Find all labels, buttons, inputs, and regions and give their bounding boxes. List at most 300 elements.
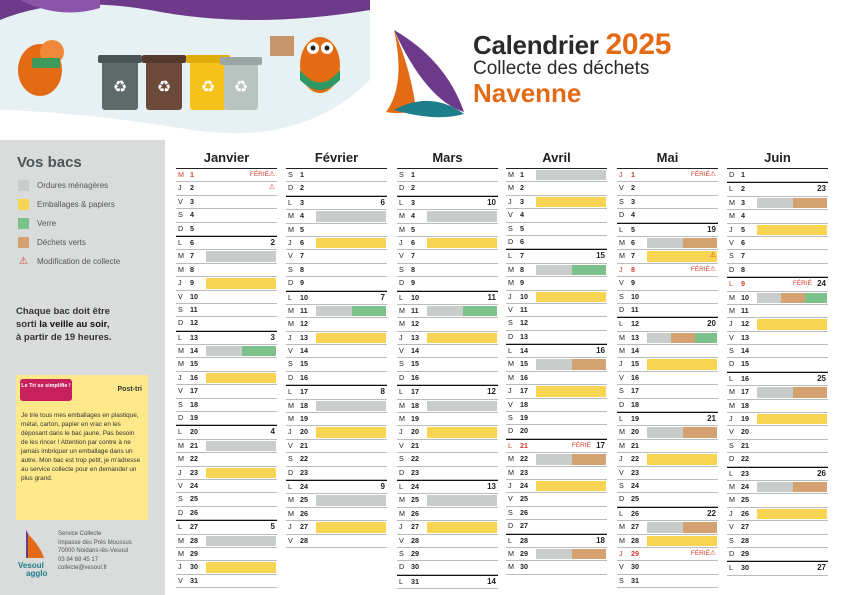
day-letter: S [619,575,624,585]
day-row [727,400,828,413]
day-number: 4 [190,210,194,220]
day-letter: V [288,346,293,356]
day-number: 2 [520,183,524,193]
day-letter: V [399,346,404,356]
day-row [176,561,277,574]
day-row [506,304,607,317]
day-number: 22 [411,454,419,464]
gray-collection-bar [757,387,793,397]
day-number: 5 [411,224,415,234]
day-letter: S [508,413,513,423]
day-number: 14 [300,346,308,356]
day-number: 2 [190,183,194,193]
day-row [506,520,607,533]
day-row [617,332,718,345]
day-number: 13 [741,332,749,342]
day-letter: S [729,535,734,545]
day-number: 20 [190,427,198,437]
day-number: 31 [631,575,639,585]
week-number: 4 [270,427,275,437]
day-row [617,521,718,534]
warning-icon: ⚠ [709,265,716,273]
day-number: 21 [190,440,198,450]
day-letter: V [178,480,183,490]
week-number: 21 [707,414,716,424]
day-number: 29 [411,548,419,558]
day-row [617,399,718,412]
day-letter: M [178,264,184,274]
day-row [176,277,277,290]
day-number: 4 [741,211,745,221]
day-row [506,480,607,493]
day-row [286,250,387,263]
yel-collection-bar [757,414,827,424]
day-letter: M [399,319,405,329]
day-letter: D [508,331,514,341]
day-number: 16 [631,372,639,382]
day-row [617,264,718,277]
day-number: 22 [300,454,308,464]
day-letter: L [619,319,623,329]
day-letter: M [508,467,514,477]
day-number: 19 [190,413,198,423]
day-row [506,439,607,453]
day-letter: S [399,359,404,369]
day-number: 28 [520,535,528,545]
day-row [617,250,718,263]
day-letter: M [619,535,625,545]
month-février [286,150,387,548]
day-letter: M [729,211,735,221]
warning-icon: ⚠ [19,256,28,267]
day-letter: V [508,304,513,314]
day-row [176,331,277,345]
day-row [286,535,387,548]
gray-collection-bar [316,495,386,505]
day-row [727,426,828,439]
day-letter: V [619,372,624,382]
week-number: 7 [380,292,385,302]
day-number: 6 [741,237,745,247]
day-letter: M [399,414,405,424]
yel-collection-bar [536,386,606,396]
day-number: 22 [520,454,528,464]
day-row [286,480,387,494]
day-letter: L [729,373,733,383]
day-row [176,399,277,412]
yellow-swatch [18,199,29,210]
day-row [727,413,828,426]
day-number: 19 [631,414,639,424]
day-letter: J [288,237,292,247]
day-number: 24 [520,480,528,490]
day-letter: L [178,237,182,247]
day-row [286,169,387,182]
day-letter: V [729,427,734,437]
day-row [176,182,277,195]
day-number: 5 [631,224,635,234]
legend-item-brown [18,236,165,249]
day-row [727,453,828,466]
day-number: 1 [411,170,415,179]
day-number: 27 [190,522,198,532]
day-letter: S [399,264,404,274]
day-number: 19 [520,413,528,423]
day-number: 17 [411,387,419,397]
day-number: 4 [631,210,635,220]
day-letter: L [619,224,623,234]
week-number: 3 [270,332,275,342]
week-number: 25 [817,373,826,383]
brn-collection-bar [683,238,717,248]
day-number: 25 [631,494,639,504]
day-letter: S [399,170,404,179]
day-number: 20 [300,427,308,437]
day-letter: M [619,346,625,356]
day-number: 6 [520,236,524,246]
day-letter: L [619,508,623,518]
day-letter: V [288,440,293,450]
day-letter: D [729,359,735,369]
day-letter: M [178,346,184,356]
day-letter: J [508,386,512,396]
yel-collection-bar [536,481,606,491]
day-letter: M [729,400,735,410]
grn-collection-bar [242,346,276,356]
day-row [397,237,498,250]
day-row [617,440,718,453]
day-row [727,292,828,305]
bin-gray-icon [98,55,142,110]
day-row [506,196,607,209]
day-row [397,494,498,507]
day-letter: L [508,251,512,261]
day-row [397,182,498,195]
day-number: 13 [520,331,528,341]
day-row [176,372,277,385]
day-letter: D [508,236,514,246]
month-name: Février [286,150,387,169]
day-row [176,304,277,317]
day-letter: J [399,237,403,247]
day-letter: J [619,170,623,179]
day-number: 5 [520,223,524,233]
day-number: 1 [520,170,524,179]
day-number: 7 [520,251,524,261]
day-number: 21 [631,440,639,450]
day-letter: L [399,197,403,207]
day-number: 12 [631,319,639,329]
day-letter: V [178,196,183,206]
day-letter: S [619,291,624,301]
day-row [506,249,607,263]
day-number: 21 [520,440,528,450]
day-letter: D [508,426,514,436]
day-number: 16 [520,372,528,382]
warning-icon: ⚠ [709,549,716,557]
day-number: 24 [300,481,308,491]
day-number: 29 [520,548,528,558]
day-row [506,561,607,574]
day-number: 22 [631,454,639,464]
day-row [176,317,277,330]
day-row [176,236,277,250]
collection-notice: Chaque bac doit être sorti la veille au soir, à partir de 19 heures. [16,306,112,343]
grn-collection-bar [463,306,497,316]
day-row [617,304,718,317]
yel-collection-bar [536,292,606,302]
yel-collection-bar [316,522,386,532]
calendar-title: Calendrier 2025 [473,28,672,61]
day-number: 10 [300,292,308,302]
day-letter: M [508,278,514,288]
day-letter: J [619,548,623,558]
grn-collection-bar [805,293,827,303]
day-row [506,399,607,412]
day-number: 27 [520,521,528,531]
day-letter: V [619,183,624,193]
day-letter: J [178,562,182,572]
gray-collection-bar [206,251,276,261]
day-number: 22 [741,454,749,464]
yel-collection-bar [316,333,386,343]
day-number: 5 [741,224,745,234]
day-row [176,209,277,222]
svg-text:agglo: agglo [26,569,48,578]
day-row [617,223,718,237]
day-number: 23 [411,467,419,477]
day-row [397,318,498,331]
day-number: 19 [741,414,749,424]
day-number: 16 [190,372,198,382]
day-row [506,344,607,358]
day-row [727,548,828,561]
day-letter: D [399,467,405,477]
day-row [506,385,607,398]
day-number: 12 [520,318,528,328]
day-letter: J [399,332,403,342]
week-number: 26 [817,468,826,478]
day-letter: L [399,292,403,302]
day-number: 28 [411,535,419,545]
day-number: 30 [631,562,639,572]
day-row [176,358,277,371]
week-number: 16 [596,346,605,356]
day-row [727,277,828,291]
contact-email[interactable]: collecte@vesoul.fr [58,565,108,571]
day-row [397,196,498,210]
day-letter: M [288,211,294,221]
day-letter: S [508,223,513,233]
day-number: 7 [411,251,415,261]
day-row [176,169,277,182]
day-row [727,358,828,371]
yel-collection-bar [647,251,717,261]
day-letter: L [619,414,623,424]
day-row [397,277,498,290]
month-mai [617,150,718,588]
day-letter: L [399,387,403,397]
day-row [727,386,828,399]
holiday-label: FÉRIÉ [690,549,710,557]
day-row [176,480,277,493]
day-letter: D [288,183,294,193]
day-letter: M [399,508,405,518]
day-number: 14 [411,346,419,356]
day-row [506,169,607,182]
day-row [617,426,718,439]
day-row [617,575,718,588]
day-letter: S [729,346,734,356]
day-letter: V [508,494,513,504]
day-number: 21 [741,440,749,450]
brn-collection-bar [572,454,606,464]
day-letter: M [178,359,184,369]
day-letter: J [729,414,733,424]
day-letter: D [729,264,735,274]
svg-text:Vesoul: Vesoul [18,561,44,570]
yel-collection-bar [647,359,717,369]
legend-label: Modification de collecte [37,257,121,266]
day-number: 14 [631,346,639,356]
day-row [397,575,498,589]
day-letter: J [288,522,292,532]
day-row [397,413,498,426]
day-letter: L [288,481,292,491]
day-number: 27 [411,522,419,532]
day-number: 16 [300,372,308,382]
day-number: 3 [741,197,745,207]
day-row [176,493,277,506]
day-letter: D [288,372,294,382]
day-row [176,440,277,453]
warning-icon: ⚠ [709,171,716,178]
day-row [176,345,277,358]
day-number: 3 [300,197,304,207]
day-letter: M [288,305,294,315]
gray-collection-bar [536,454,572,464]
brn-collection-bar [781,293,805,303]
gray-collection-bar [757,293,781,303]
day-letter: S [288,454,293,464]
month-juin [727,150,828,576]
day-number: 26 [190,507,198,517]
day-number: 8 [520,264,524,274]
day-number: 29 [190,548,198,558]
day-row [286,277,387,290]
month-janvier [176,150,277,588]
day-row [506,372,607,385]
day-number: 27 [300,522,308,532]
day-row [176,575,277,588]
day-row [506,493,607,506]
agglo-sail-logo [386,30,466,120]
day-number: 13 [190,332,198,342]
day-number: 20 [741,427,749,437]
day-number: 18 [411,400,419,410]
day-number: 11 [631,304,639,314]
day-letter: J [399,522,403,532]
week-number: 15 [596,251,605,261]
day-letter: M [399,211,405,221]
day-number: 24 [411,481,419,491]
legend-item-yellow [18,198,165,211]
day-letter: J [619,359,623,369]
day-letter: M [729,197,735,207]
bin-light-icon [220,57,262,110]
gray-collection-bar [536,265,572,275]
week-number: 18 [596,535,605,545]
yel-collection-bar [757,509,827,519]
day-letter: M [288,400,294,410]
day-number: 25 [300,495,308,505]
week-number: 2 [270,237,275,247]
day-number: 3 [190,196,194,206]
day-number: 15 [741,359,749,369]
day-number: 27 [631,522,639,532]
day-row [176,412,277,425]
day-letter: M [399,224,405,234]
day-row [727,169,828,182]
day-row [617,196,718,209]
day-letter: J [619,454,623,464]
day-row [617,453,718,466]
day-row [727,561,828,575]
day-number: 26 [520,507,528,517]
day-letter: M [619,427,625,437]
legend-label: Emballages & papiers [37,200,115,209]
title-block [473,28,671,109]
day-letter: V [399,440,404,450]
day-row [286,358,387,371]
month-name: Juin [727,150,828,169]
day-letter: L [729,468,733,478]
tri-badge: Le Tri se simplifie ! [20,379,72,401]
day-number: 31 [190,575,198,585]
day-row [176,196,277,209]
day-row [176,385,277,398]
day-number: 13 [631,332,639,342]
day-row [176,223,277,236]
day-number: 25 [190,494,198,504]
day-letter: M [729,495,735,505]
day-row [617,317,718,331]
day-number: 19 [411,414,419,424]
day-row [397,426,498,439]
day-row [286,385,387,399]
day-number: 26 [631,508,639,518]
day-number: 4 [300,211,304,221]
day-letter: M [508,454,514,464]
post-it-text: Je trie tous mes emballages en plastique, métal, carton, papier en vrac en les déposant dans le bac jaune. Pas besoin de les rincer ! Attention par contre à ne jamais imbriquer un emballage dans un autre. Mon bac est trop petit, je m'adresse au service collecte pour en demander un plus grand. [21,412,141,482]
day-row [397,169,498,182]
day-row [397,453,498,466]
day-letter: D [288,467,294,477]
day-row [506,425,607,438]
day-number: 2 [741,184,745,194]
day-row [176,453,277,466]
day-row [397,521,498,534]
day-row [397,385,498,399]
day-letter: M [178,535,184,545]
day-number: 5 [190,223,194,233]
warning-icon: ⚠ [268,184,275,192]
day-letter: M [729,292,735,302]
day-number: 28 [190,535,198,545]
day-row [397,508,498,521]
contact-info: Service Collecte Impasse des Prés Moussus 70000 Noidans-lès-Vesoul 03 84 68 45 17 collecte@vesoul.fr [58,531,132,571]
gray-collection-bar [206,441,276,451]
